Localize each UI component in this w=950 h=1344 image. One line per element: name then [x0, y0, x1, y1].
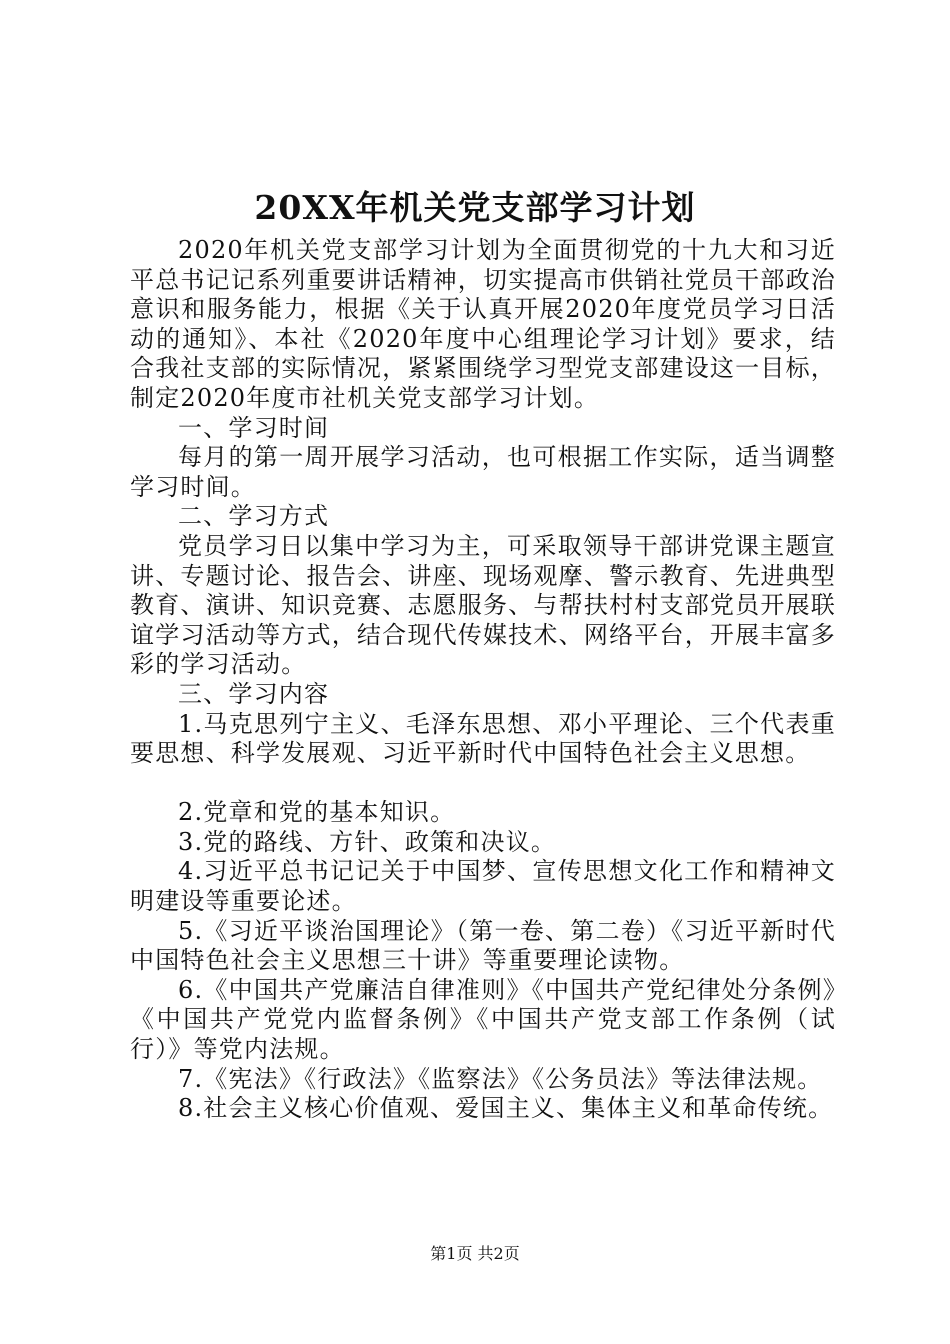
section-heading-study-method: 二、学习方式	[178, 502, 330, 531]
content-item-4: 4.习近平总书记记关于中国梦、宣传思想文化工作和精神文明建设等重要论述。	[130, 857, 836, 916]
content-item-6: 6.《中国共产党廉洁自律准则》《中国共产党纪律处分条例》《中国共产党党内监督条例》《中国共产党支部工作条例（试行）》等党内法规。	[130, 975, 836, 1064]
content-item-5: 5.《习近平谈治国理论》（第一卷、第二卷）《习近平新时代中国特色社会主义思想三十讲》等重要理论读物。	[130, 916, 836, 975]
page-footer: 第1页 共2页	[430, 1244, 520, 1263]
document-body	[130, 236, 836, 1124]
document-title: 20XX年机关党支部学习计划	[254, 188, 696, 227]
section-heading-study-time: 一、学习时间	[178, 413, 330, 442]
content-item-7: 7.《宪法》《行政法》《监察法》《公务员法》等法律法规。	[178, 1064, 823, 1093]
study-method-paragraph: 党员学习日以集中学习为主，可采取领导干部讲党课主题宣讲、专题讨论、报告会、讲座、现场观摩、警示教育、先进典型教育、演讲、知识竞赛、志愿服务、与帮扶村村支部党员开展联谊学习活动等方式，结合现代传媒技术、网络平台，开展丰富多彩的学习活动。	[130, 531, 836, 679]
content-item-1: 1.马克思列宁主义、毛泽东思想、邓小平理论、三个代表重要思想、科学发展观、习近平新时代中国特色社会主义思想。	[130, 709, 836, 768]
study-time-paragraph: 每月的第一周开展学习活动，也可根据工作实际，适当调整学习时间。	[130, 443, 836, 501]
content-item-8: 8.社会主义核心价值观、爱国主义、集体主义和革命传统。	[178, 1094, 834, 1123]
intro-paragraph: 2020年机关党支部学习计划为全面贯彻党的十九大和习近平总书记记系列重要讲话精神，切实提高市供销社党员干部政治意识和服务能力，根据《关于认真开展2020年度党员学习日活动的通知》、本社《2020年度中心组理论学习计划》要求，结合我社支部的实际情况，紧紧围绕学习型党支部建设这一目标，制定2020年度市社机关党支部学习计划。	[130, 236, 836, 412]
content-item-2: 2.党章和党的基本知识。	[178, 798, 456, 827]
section-heading-study-content: 三、学习内容	[178, 679, 330, 708]
content-item-3: 3.党的路线、方针、政策和决议。	[178, 827, 557, 856]
